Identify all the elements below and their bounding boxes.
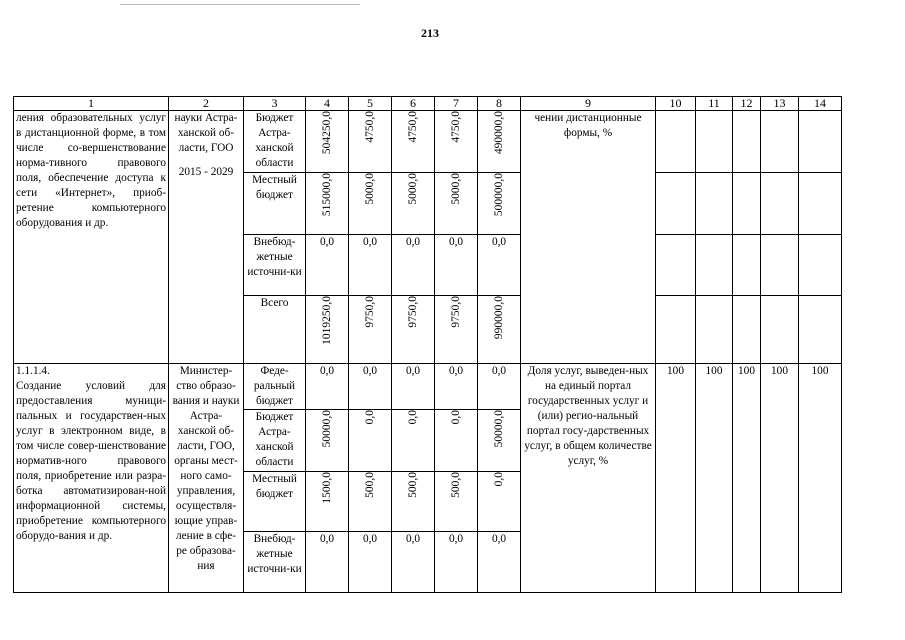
target-cell bbox=[799, 111, 842, 173]
funding-source: Местный бюджет bbox=[244, 173, 306, 235]
table-row bbox=[14, 364, 842, 410]
value-cell bbox=[392, 111, 435, 173]
value-cell bbox=[435, 472, 478, 532]
value-text: 4750,0 bbox=[406, 111, 419, 143]
value-cell: 0,0 bbox=[306, 532, 349, 593]
header-cell: 9 bbox=[521, 97, 656, 111]
value-text: 4750,0 bbox=[363, 111, 376, 143]
target-cell bbox=[799, 296, 842, 364]
value-cell: 0,0 bbox=[306, 364, 349, 410]
header-row bbox=[14, 97, 842, 111]
value-cell bbox=[306, 296, 349, 364]
value-cell bbox=[478, 472, 521, 532]
header-cell: 1 bbox=[14, 97, 169, 111]
value-cell: 0,0 bbox=[435, 364, 478, 410]
target-cell bbox=[761, 296, 799, 364]
target-cell: 100 bbox=[761, 364, 799, 593]
funding-source: Внебюд-жетные источни-ки bbox=[244, 532, 306, 593]
value-text: 5000,0 bbox=[449, 173, 462, 205]
target-cell bbox=[656, 235, 696, 296]
measure-number: 1.1.1.4. bbox=[16, 365, 50, 377]
value-text: 0,0 bbox=[406, 410, 419, 425]
funding-source: Всего bbox=[244, 296, 306, 364]
value-cell: 0,0 bbox=[349, 235, 392, 296]
funding-source: Бюджет Астра-ханской области bbox=[244, 410, 306, 472]
value-cell: 0,0 bbox=[392, 235, 435, 296]
value-text: 0,0 bbox=[363, 410, 376, 425]
value-cell: 0,0 bbox=[478, 532, 521, 593]
value-text: 50000,0 bbox=[492, 410, 505, 448]
value-cell: 0,0 bbox=[478, 235, 521, 296]
header-cell: 7 bbox=[435, 97, 478, 111]
target-cell: 100 bbox=[696, 364, 733, 593]
target-cell bbox=[656, 296, 696, 364]
executor-cell bbox=[169, 111, 244, 364]
value-cell bbox=[392, 410, 435, 472]
value-cell: 0,0 bbox=[478, 364, 521, 410]
value-cell bbox=[349, 111, 392, 173]
value-cell bbox=[435, 296, 478, 364]
value-text: 490000,0 bbox=[492, 111, 505, 155]
measure-text: Создание условий для предоставления муници-пальных и государствен-ных услуг в электронном виде, в том числе совер-шенствование норматив-ного правового поля, приобретение или разра-ботка автоматизирован-ной информационной системы, приобретение компьютерного оборудо-вания и др. bbox=[16, 380, 166, 542]
value-cell bbox=[435, 410, 478, 472]
table-row bbox=[14, 111, 842, 173]
target-cell bbox=[799, 235, 842, 296]
value-cell bbox=[349, 296, 392, 364]
value-cell: 0,0 bbox=[349, 532, 392, 593]
value-cell bbox=[306, 111, 349, 173]
header-cell: 4 bbox=[306, 97, 349, 111]
value-text: 4750,0 bbox=[449, 111, 462, 143]
value-cell: 0,0 bbox=[392, 364, 435, 410]
header-cell: 3 bbox=[244, 97, 306, 111]
value-cell bbox=[478, 111, 521, 173]
value-cell bbox=[435, 111, 478, 173]
value-text: 500,0 bbox=[449, 472, 462, 498]
funding-source: Бюджет Астра-ханской области bbox=[244, 111, 306, 173]
value-cell bbox=[435, 173, 478, 235]
measure-description bbox=[14, 364, 169, 593]
target-cell: 100 bbox=[733, 364, 761, 593]
target-cell: 100 bbox=[656, 364, 696, 593]
funding-source: Местный бюджет bbox=[244, 472, 306, 532]
value-text: 500,0 bbox=[406, 472, 419, 498]
funding-source: Феде-ральный бюджет bbox=[244, 364, 306, 410]
value-cell bbox=[306, 410, 349, 472]
target-cell bbox=[696, 173, 733, 235]
header-cell: 14 bbox=[799, 97, 842, 111]
value-text: 0,0 bbox=[492, 472, 505, 487]
value-cell bbox=[478, 173, 521, 235]
target-cell: 100 bbox=[799, 364, 842, 593]
value-text: 0,0 bbox=[449, 410, 462, 425]
target-cell bbox=[799, 173, 842, 235]
header-cell: 8 bbox=[478, 97, 521, 111]
value-text: 9750,0 bbox=[363, 296, 376, 328]
funding-source: Внебюд-жетные источни-ки bbox=[244, 235, 306, 296]
value-cell bbox=[392, 296, 435, 364]
header-cell: 5 bbox=[349, 97, 392, 111]
header-rule bbox=[120, 4, 360, 5]
value-text: 50000,0 bbox=[320, 410, 333, 448]
target-cell bbox=[696, 235, 733, 296]
value-text: 9750,0 bbox=[406, 296, 419, 328]
target-cell bbox=[733, 296, 761, 364]
value-cell: 0,0 bbox=[306, 235, 349, 296]
measure-description: ления образовательных услуг в дистанционной форме, в том числе со-вершенствование норма-тивного правового поля, обеспечение доступа к сети «Интернет», приоб-ретение компьютерного оборудования и др. bbox=[14, 111, 169, 364]
value-cell bbox=[306, 173, 349, 235]
value-cell: 0,0 bbox=[435, 235, 478, 296]
header-cell: 12 bbox=[733, 97, 761, 111]
value-text: 500,0 bbox=[363, 472, 376, 498]
budget-table bbox=[13, 96, 842, 593]
header-cell: 13 bbox=[761, 97, 799, 111]
target-cell bbox=[696, 296, 733, 364]
value-cell bbox=[392, 173, 435, 235]
target-cell bbox=[761, 111, 799, 173]
value-text: 504250,0 bbox=[320, 111, 333, 155]
header-cell: 2 bbox=[169, 97, 244, 111]
period-text: 2015 - 2029 bbox=[178, 166, 234, 178]
target-cell bbox=[696, 111, 733, 173]
value-text: 9750,0 bbox=[449, 296, 462, 328]
value-cell bbox=[478, 410, 521, 472]
indicator-cell: чении дистанционные формы, % bbox=[521, 111, 656, 364]
value-text: 500000,0 bbox=[492, 173, 505, 217]
header-cell: 6 bbox=[392, 97, 435, 111]
value-cell: 0,0 bbox=[349, 364, 392, 410]
target-cell bbox=[656, 173, 696, 235]
value-cell bbox=[349, 173, 392, 235]
value-cell bbox=[349, 472, 392, 532]
indicator-cell: Доля услуг, выведен-ных на единый портал государственных услуг и (или) регио-нальный портал госу-дарственных услуг, в общем количестве услуг, % bbox=[521, 364, 656, 593]
value-text: 1019250,0 bbox=[320, 296, 333, 345]
value-text: 5000,0 bbox=[363, 173, 376, 205]
target-cell bbox=[733, 235, 761, 296]
executor-cell: Министер-ство образо-вания и науки Астра-ханской об-ласти, ГОО, органы мест-ного само-управления, осуществля-ющие управ-ление в сфе-ре образова-ния bbox=[169, 364, 244, 593]
target-cell bbox=[761, 173, 799, 235]
value-cell bbox=[478, 296, 521, 364]
target-cell bbox=[656, 111, 696, 173]
value-text: 5000,0 bbox=[406, 173, 419, 205]
value-text: 990000,0 bbox=[492, 296, 505, 340]
target-cell bbox=[733, 111, 761, 173]
value-cell bbox=[349, 410, 392, 472]
value-cell: 0,0 bbox=[435, 532, 478, 593]
header-cell: 10 bbox=[656, 97, 696, 111]
target-cell bbox=[733, 173, 761, 235]
value-cell: 0,0 bbox=[392, 532, 435, 593]
page-number: 213 bbox=[421, 26, 439, 40]
value-text: 515000,0 bbox=[320, 173, 333, 217]
target-cell bbox=[761, 235, 799, 296]
value-text: 1500,0 bbox=[320, 472, 333, 504]
executor-text: науки Астра-ханской об-ласти, ГОО bbox=[174, 112, 238, 154]
value-cell bbox=[392, 472, 435, 532]
value-cell bbox=[306, 472, 349, 532]
header-cell: 11 bbox=[696, 97, 733, 111]
